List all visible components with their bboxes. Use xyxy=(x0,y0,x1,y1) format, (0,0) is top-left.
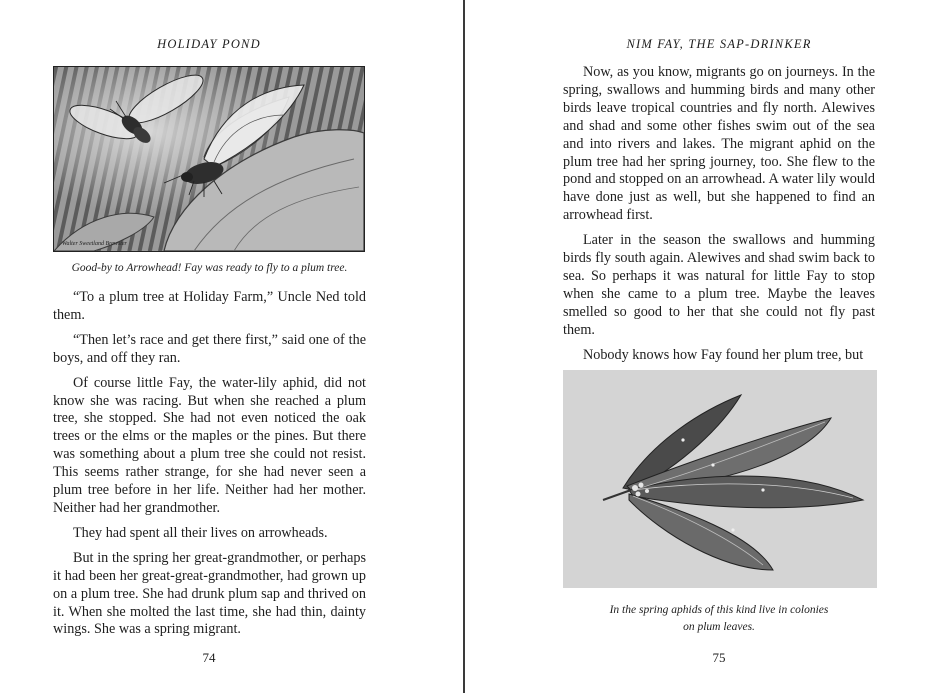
artist-signature: Walter Sweetland Brewster xyxy=(62,241,127,247)
paragraph: Nobody knows how Fay found her plum tree, but xyxy=(583,346,864,363)
paragraph: Now, as you know, migrants go on journeys. In the spring, swallows and humming birds and many other birds leave tropical countries and fly north. Alewives and shad and some other fishes swim out of the sea and into rivers and lakes. The migrant aphid on the plum tree had her spring journey, too. She flew to the pond and stopped on an arrowhead. A water lily would have done just as well, but she happened to find an arrowhead first. xyxy=(563,64,875,224)
caption-line: In the spring aphids of this kind live in colonies xyxy=(609,604,829,616)
paragraph: They had spent all their lives on arrowheads. xyxy=(73,524,328,541)
page-number: 74 xyxy=(202,650,216,665)
running-head: NIM FAY, THE SAP-DRINKER xyxy=(626,37,812,51)
running-head: HOLIDAY POND xyxy=(157,37,261,51)
photo-caption xyxy=(563,602,875,636)
paragraph: “Then let’s race and get there first,” said one of the boys, and off they ran. xyxy=(53,331,366,366)
paragraph: Later in the season the swallows and humming birds fly south again. Alewives and shad swim back to sea. So perhaps it was natural for little Fay to stop when she came to a plum tree. Maybe the leaves smelled so good to her that she could not fly past them. xyxy=(563,232,875,338)
paragraph: But in the spring her great-grandmother, or perhaps it had been her great-great-grandmother, had grown up on a plum tree. She had drunk plum sap and thrived on it. When she molted the last time, she had thin, dainty wings. She was a spring migrant. xyxy=(53,549,366,638)
caption-line: on plum leaves. xyxy=(683,621,755,633)
body-text xyxy=(53,289,366,646)
paragraph: Of course little Fay, the water-lily aphid, did not know she was racing. But when she reached a plum tree, she stopped. She had not even noticed the oak trees or the elms or the maples or the pines. But there was something about a plum tree she could not resist. This seems rather strange, for she had never seen a plum tree before in her life. Neither had her mother. Neither had her grandmother. xyxy=(53,374,366,516)
page-number: 75 xyxy=(712,650,726,665)
illustration-caption: Good-by to Arrowhead! Fay was ready to fly to a plum tree. xyxy=(71,262,348,274)
paragraph: “To a plum tree at Holiday Farm,” Uncle Ned told them. xyxy=(53,289,366,323)
plum-leaves-photo xyxy=(563,370,877,588)
aphid-illustration xyxy=(53,66,365,252)
right-page xyxy=(466,0,929,693)
body-text xyxy=(563,64,875,372)
